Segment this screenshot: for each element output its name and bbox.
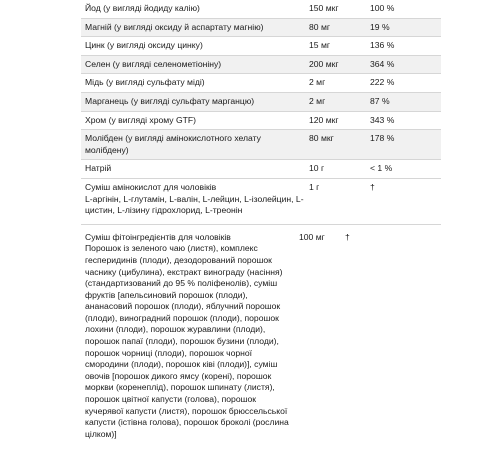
nutrient-daily-value: 364 % [370, 58, 395, 69]
amino-blend-dv: † [370, 181, 375, 192]
nutrient-daily-value: 136 % [370, 40, 395, 51]
phyto-blend-dv: † [345, 231, 350, 242]
nutrient-row [81, 74, 441, 93]
nutrient-name: Магній (у вигляді оксиду й аспартату магнію) [85, 21, 264, 32]
nutrient-amount: 2 мг [309, 95, 326, 106]
nutrient-name: Йод (у вигляді йодиду калію) [85, 3, 200, 13]
nutrient-name: Молібден (у вигляді амінокислотного хелату молібдену) [85, 133, 261, 155]
nutrient-row [81, 56, 441, 75]
nutrient-daily-value: 19 % [370, 21, 390, 32]
nutrient-row [81, 130, 441, 160]
nutrient-daily-value: 222 % [370, 77, 395, 88]
nutrient-daily-value: 178 % [370, 133, 395, 144]
nutrient-daily-value: 100 % [370, 3, 395, 13]
nutrient-row [81, 160, 441, 179]
nutrient-row [81, 0, 441, 19]
nutrient-amount: 2 мг [309, 77, 326, 88]
supplement-facts-table [81, 0, 441, 443]
nutrient-name: Селен (у вигляді селенометіоніну) [85, 58, 222, 69]
nutrient-daily-value: 343 % [370, 114, 395, 125]
nutrient-daily-value: 87 % [370, 95, 390, 106]
nutrient-row [81, 112, 441, 131]
nutrient-name: Хром (у вигляді хрому GTF) [85, 114, 197, 125]
phyto-blend-cell [81, 229, 299, 444]
nutrient-rows [81, 0, 441, 179]
phyto-blend-name: Суміш фітоінгредієнтів для чоловіків [85, 231, 231, 242]
nutrient-amount: 80 мг [309, 21, 330, 32]
nutrient-name: Марганець (у вигляді сульфату марганцю) [85, 95, 255, 106]
nutrient-amount: 150 мкг [309, 3, 339, 13]
phyto-blend-amount: 100 мг [299, 231, 325, 242]
nutrient-row [81, 93, 441, 112]
nutrient-amount: 80 мкг [309, 133, 334, 144]
nutrient-name: Мідь (у вигляді сульфату міді) [85, 77, 205, 88]
nutrient-amount: 15 мг [309, 40, 330, 51]
nutrient-name: Цинк (у вигляді оксиду цинку) [85, 40, 203, 51]
nutrient-amount: 10 г [309, 163, 325, 174]
amino-blend-name: Суміш амінокислот для чоловіків [85, 181, 217, 192]
nutrient-row [81, 19, 441, 38]
amino-blend-amount: 1 г [309, 181, 320, 192]
nutrient-name: Натрій [85, 163, 112, 174]
phyto-blend-ingredients: Порошок із зеленого чаю (листя), комплекс гесперидинів (плоди), дезодорований порошок часнику (цибулина), екстракт винограду (насіння) (стандартизований до 95 % поліфенолів), суміш фруктів [апельсиновий порошок (плоди), ананасовий порошок (плоди), яблучний порошок (плоди), виноградний порошок (плоди), порошок лохини (плоди), порошок журавлини (плоди), порошок папаї (плоди), порошок бузини (плоди), порошок чорниці (плоди), порошок чорної смородини (плоди), порошок ківі (плоди)], суміш овочів [порошок дикого ямсу (корені), порошок моркви (коренеплід), порошок шпинату (листя), порошок цвітної капусти (голова), порошок кучерявої капусти (листя), порошок брюссельської капусти (істівна голова), порошок броколі (рослина цілком)] [85, 243, 289, 439]
nutrient-amount: 200 мкг [309, 58, 339, 69]
nutrient-daily-value: < 1 % [370, 163, 393, 174]
amino-blend-cell [81, 179, 309, 220]
amino-blend-ingredients: L-аргінін, L-глутамін, L-валін, L-лейцин, L-ізолейцин, L-цистин, L-лізину гідрохлорид, L-треонін [85, 193, 304, 216]
amino-blend-row [81, 179, 441, 225]
phyto-blend-row [81, 225, 441, 444]
nutrient-row [81, 37, 441, 56]
nutrient-amount: 120 мкг [309, 114, 339, 125]
